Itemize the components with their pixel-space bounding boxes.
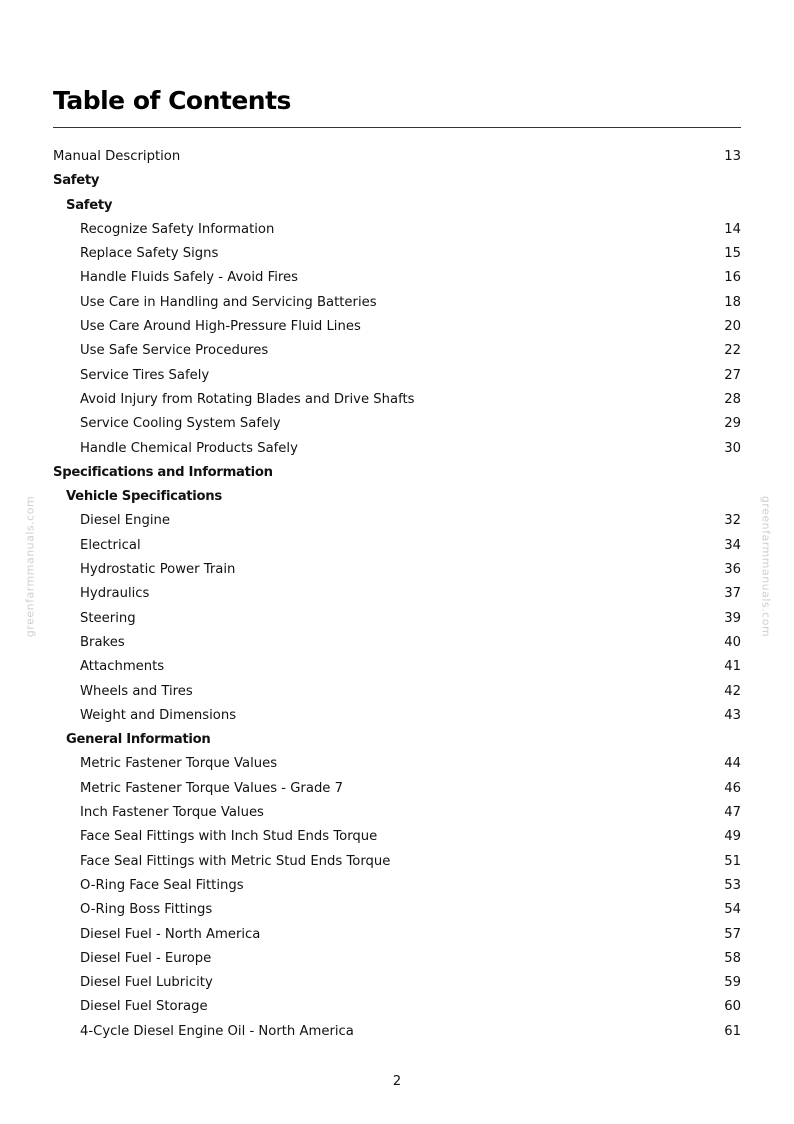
toc-entry[interactable]: [53, 534, 741, 558]
toc-entry[interactable]: [53, 801, 741, 825]
toc-entry[interactable]: [53, 607, 741, 631]
toc-entry-label: Wheels and Tires: [80, 683, 193, 699]
toc-entry-label: Safety: [53, 173, 100, 189]
toc-entry[interactable]: [53, 364, 741, 388]
toc-entry-label: Diesel Fuel - Europe: [80, 950, 212, 966]
toc-entry[interactable]: [53, 266, 741, 290]
toc-entry-label: Service Cooling System Safely: [80, 416, 281, 432]
toc-entry-page-number: 18: [724, 294, 741, 310]
toc-entry-label: Use Care Around High-Pressure Fluid Lines: [80, 319, 361, 335]
title-divider: [53, 127, 741, 128]
toc-entry[interactable]: [53, 145, 741, 169]
toc-entry[interactable]: [53, 777, 741, 801]
toc-entry-page-number: 57: [724, 926, 741, 942]
toc-entry[interactable]: [53, 437, 741, 461]
toc-section-heading: [53, 169, 741, 193]
toc-entry-page-number: 49: [724, 829, 741, 845]
watermark-right: greenfarmmanuals.com: [759, 495, 773, 638]
toc-entry[interactable]: [53, 874, 741, 898]
toc-entry-label: Avoid Injury from Rotating Blades and Drive Shafts: [80, 391, 415, 407]
toc-entry-label: Diesel Fuel Storage: [80, 999, 208, 1015]
toc-entry-label: Handle Fluids Safely - Avoid Fires: [80, 270, 298, 286]
toc-section-heading: [53, 485, 741, 509]
toc-entry[interactable]: [53, 242, 741, 266]
toc-entry[interactable]: [53, 752, 741, 776]
toc-entry-page-number: 14: [724, 221, 741, 237]
toc-entry[interactable]: [53, 412, 741, 436]
toc-entry-label: General Information: [66, 732, 211, 748]
toc-entry[interactable]: [53, 218, 741, 242]
toc-entry-page-number: 15: [724, 246, 741, 262]
toc-entry-page-number: 61: [724, 1023, 741, 1039]
toc-entry-label: Metric Fastener Torque Values - Grade 7: [80, 780, 344, 796]
toc-entry-page-number: 41: [724, 659, 741, 675]
toc-entry-label: Service Tires Safely: [80, 367, 210, 383]
toc-entry-page-number: 28: [724, 391, 741, 407]
toc-entry-page-number: 27: [724, 367, 741, 383]
toc-entry[interactable]: [53, 558, 741, 582]
toc-entry-label: Electrical: [80, 537, 141, 553]
toc-entry-page-number: 29: [724, 416, 741, 432]
toc-entry-label: Diesel Fuel Lubricity: [80, 975, 213, 991]
toc-entry[interactable]: [53, 339, 741, 363]
toc-entry[interactable]: [53, 291, 741, 315]
toc-entry[interactable]: [53, 898, 741, 922]
toc-entry[interactable]: [53, 582, 741, 606]
toc-entry-label: Face Seal Fittings with Inch Stud Ends Torque: [80, 829, 378, 845]
toc-entry[interactable]: [53, 923, 741, 947]
toc-entry-label: Attachments: [80, 659, 165, 675]
toc-entry-page-number: 30: [724, 440, 741, 456]
toc-entry-page-number: 42: [724, 683, 741, 699]
toc-entry-page-number: 60: [724, 999, 741, 1015]
toc-entry[interactable]: [53, 704, 741, 728]
toc-entry-label: Weight and Dimensions: [80, 707, 237, 723]
toc-entry[interactable]: [53, 509, 741, 533]
toc-entry-page-number: 13: [724, 149, 741, 164]
toc-entry-page-number: 59: [724, 975, 741, 991]
toc-entry[interactable]: [53, 995, 741, 1019]
toc-entry-page-number: 53: [724, 877, 741, 893]
toc-entry-page-number: 37: [724, 586, 741, 602]
toc-entry-label: Handle Chemical Products Safely: [80, 440, 298, 456]
toc-entry-label: Safety: [66, 197, 113, 213]
toc-entry-label: 4-Cycle Diesel Engine Oil - North America: [80, 1023, 354, 1039]
toc-entry[interactable]: [53, 631, 741, 655]
toc-entry[interactable]: [53, 388, 741, 412]
toc-entry-label: Metric Fastener Torque Values: [80, 756, 278, 772]
toc-entry[interactable]: [53, 655, 741, 679]
toc-entry-page-number: 51: [724, 853, 741, 869]
toc-entry-label: Diesel Fuel - North America: [80, 926, 261, 942]
toc-entry-label: Diesel Engine: [80, 513, 170, 529]
toc-entry-page-number: 36: [724, 562, 741, 578]
toc-entry-page-number: 20: [724, 319, 741, 335]
toc-entry-page-number: 40: [724, 634, 741, 650]
toc-entry[interactable]: [53, 971, 741, 995]
toc-entry-label: Face Seal Fittings with Metric Stud Ends Torque: [80, 853, 391, 869]
toc-entry-label: Inch Fastener Torque Values: [80, 805, 264, 821]
toc-entry-page-number: 44: [724, 756, 741, 772]
toc-section-heading: [53, 461, 741, 485]
page-title: Table of Contents: [53, 86, 291, 115]
toc-entry-label: Replace Safety Signs: [80, 246, 219, 262]
toc-entry-page-number: 47: [724, 805, 741, 821]
toc-entry[interactable]: [53, 850, 741, 874]
toc-entry[interactable]: [53, 947, 741, 971]
toc-entry-label: Manual Description: [53, 149, 181, 164]
toc-entry-page-number: 22: [724, 343, 741, 359]
toc-entry-label: Use Care in Handling and Servicing Batteries: [80, 294, 377, 310]
toc-entry-label: O-Ring Boss Fittings: [80, 902, 213, 918]
table-of-contents: [53, 145, 741, 1044]
toc-entry-label: Steering: [80, 610, 136, 626]
toc-entry[interactable]: [53, 1020, 741, 1044]
toc-entry-label: O-Ring Face Seal Fittings: [80, 877, 244, 893]
toc-entry-page-number: 32: [724, 513, 741, 529]
toc-entry-label: Hydrostatic Power Train: [80, 562, 236, 578]
toc-entry[interactable]: [53, 315, 741, 339]
toc-section-heading: [53, 728, 741, 752]
toc-entry-label: Hydraulics: [80, 586, 150, 602]
toc-entry-page-number: 43: [724, 707, 741, 723]
toc-entry-page-number: 16: [724, 270, 741, 286]
toc-entry-page-number: 58: [724, 950, 741, 966]
toc-entry[interactable]: [53, 680, 741, 704]
toc-entry-label: Recognize Safety Information: [80, 221, 275, 237]
toc-entry[interactable]: [53, 825, 741, 849]
watermark-left: greenfarmmanuals.com: [23, 495, 37, 638]
toc-entry-page-number: 46: [724, 780, 741, 796]
toc-entry-label: Use Safe Service Procedures: [80, 343, 269, 359]
toc-entry-label: Brakes: [80, 634, 125, 650]
toc-entry-label: Specifications and Information: [53, 464, 273, 480]
toc-entry-page-number: 34: [724, 537, 741, 553]
toc-entry-page-number: 39: [724, 610, 741, 626]
toc-entry-page-number: 54: [724, 902, 741, 918]
toc-entry-label: Vehicle Specifications: [66, 489, 222, 505]
toc-section-heading: [53, 194, 741, 218]
page-number: 2: [392, 1074, 402, 1089]
